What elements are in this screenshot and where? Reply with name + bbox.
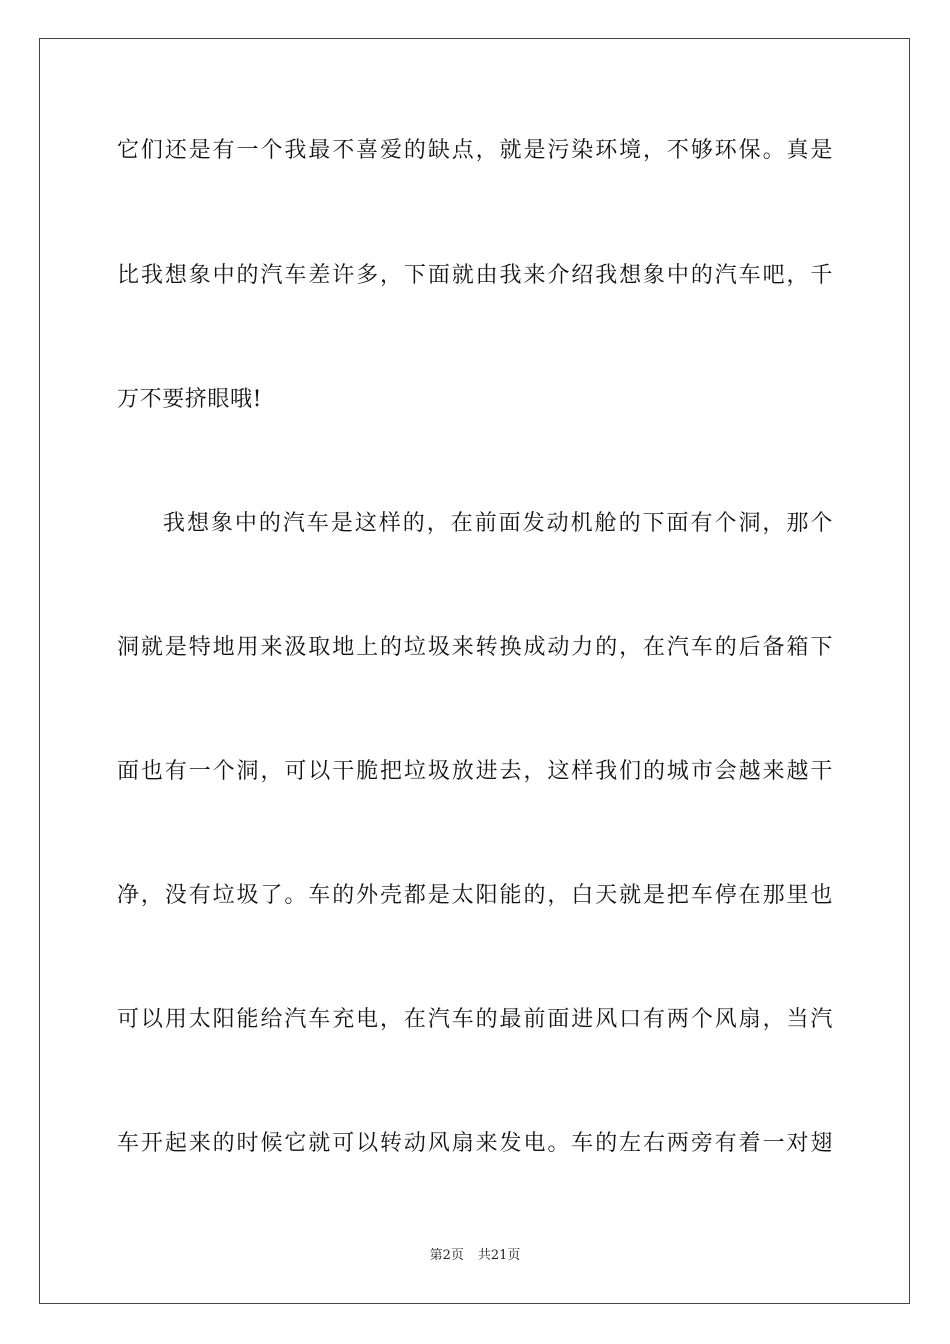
text-line: 净，没有垃圾了。车的外壳都是太阳能的，白天就是把车停在那里也 — [117, 883, 833, 908]
paragraph-first-line: 我想象中的汽车是这样的，在前面发动机舱的下面有个洞，那个 — [163, 511, 833, 536]
page-footer — [0, 1248, 950, 1264]
text-line: 车开起来的时候它就可以转动风扇来发电。车的左右两旁有着一对翅 — [117, 1131, 833, 1156]
text-line: 比我想象中的汽车差许多，下面就由我来介绍我想象中的汽车吧，千 — [117, 263, 833, 288]
text-line: 可以用太阳能给汽车充电，在汽车的最前面进风口有两个风扇，当汽 — [117, 1007, 833, 1032]
page-border — [39, 38, 910, 1304]
text-line: 洞就是特地用来汲取地上的垃圾来转换成动力的，在汽车的后备箱下 — [117, 635, 833, 660]
text-line: 万不要挤眼哦! — [117, 387, 263, 412]
page-number: 第2页 — [429, 1248, 464, 1263]
text-line: 它们还是有一个我最不喜爱的缺点，就是污染环境，不够环保。真是 — [117, 138, 833, 163]
total-pages: 共21页 — [477, 1248, 521, 1263]
text-line: 面也有一个洞，可以干脆把垃圾放进去，这样我们的城市会越来越干 — [117, 759, 833, 784]
